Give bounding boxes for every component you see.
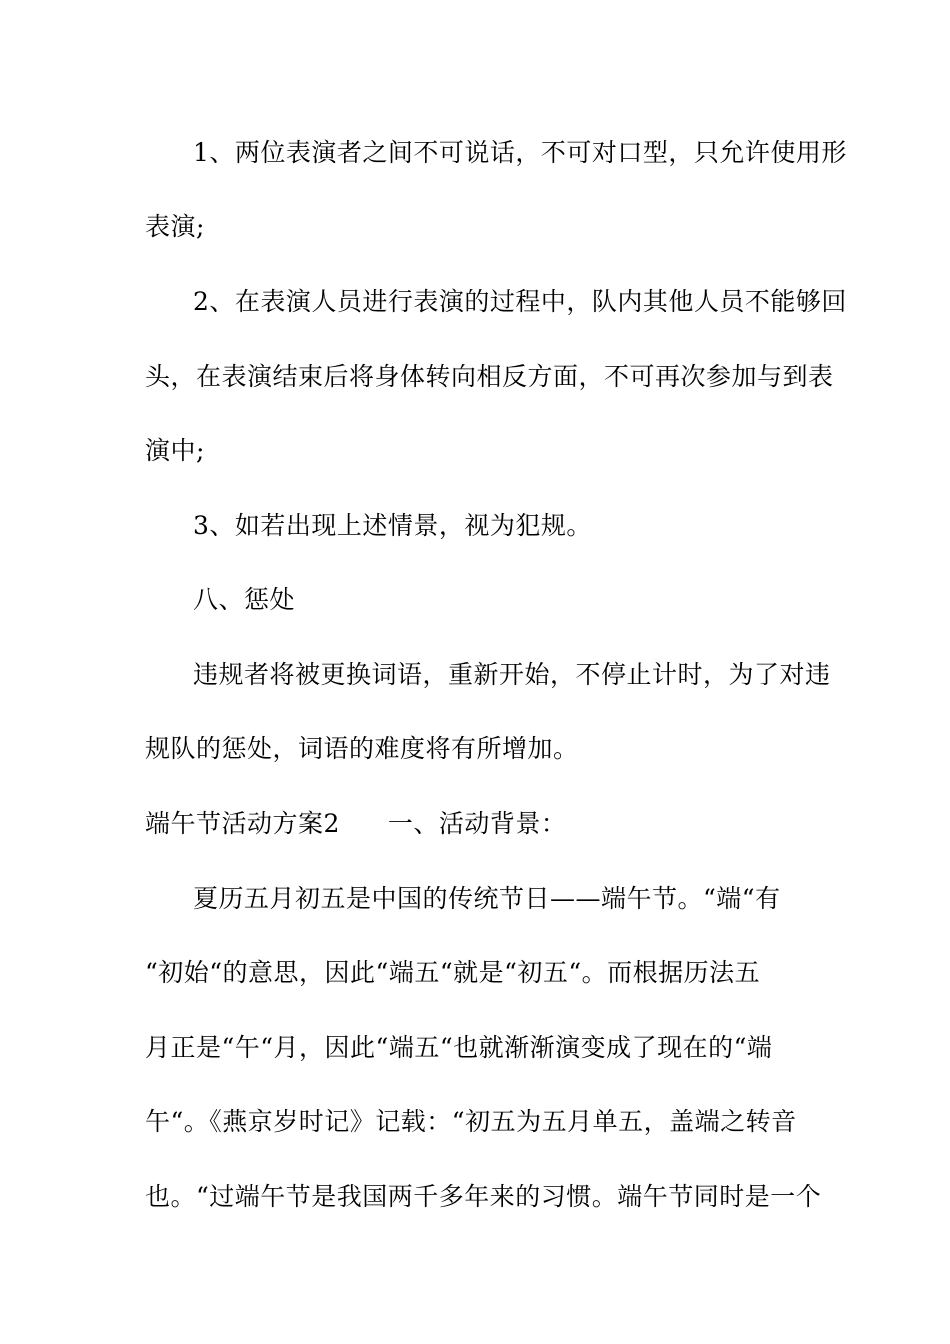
paragraph-line: 也。“过端午节是我国两千多年来的习惯。端午节同时是一个 <box>145 1182 822 1211</box>
paragraph-line: 月正是“午“月，因此“端五“也就渐渐演变成了现在的“端 <box>145 1033 773 1062</box>
paragraph-line: 规队的惩处，词语的难度将有所增加。 <box>145 734 579 763</box>
paragraph-line: 违规者将被更换词语，重新开始，不停止计时，为了对违 <box>193 660 831 689</box>
paragraph-line: 2、在表演人员进行表演的过程中，队内其他人员不能够回 <box>193 287 847 316</box>
paragraph-line: 头，在表演结束后将身体转向相反方面，不可再次参加与到表 <box>145 362 834 391</box>
paragraph-line: 演中; <box>145 436 205 465</box>
paragraph-line: 夏历五月初五是中国的传统节日——端午节。“端“有 <box>193 884 781 913</box>
paragraph-line: 午“。《燕京岁时记》记载：“初五为五月单五，盖端之转音 <box>145 1107 797 1136</box>
section-title-line <box>145 808 810 840</box>
paragraph-line: 1、两位表演者之间不可说话，不可对口型，只允许使用形 <box>193 138 847 167</box>
paragraph-line: “初始“的意思，因此“端五“就是“初五“。而根据历法五 <box>145 958 761 987</box>
paragraph-line: 3、如若出现上述情景，视为犯规。 <box>193 511 592 540</box>
paragraph-line: 表演; <box>145 212 205 241</box>
document-title: 端午节活动方案2 <box>145 809 340 838</box>
section-heading: 一、活动背景： <box>387 809 567 838</box>
section-heading: 八、惩处 <box>193 585 296 614</box>
